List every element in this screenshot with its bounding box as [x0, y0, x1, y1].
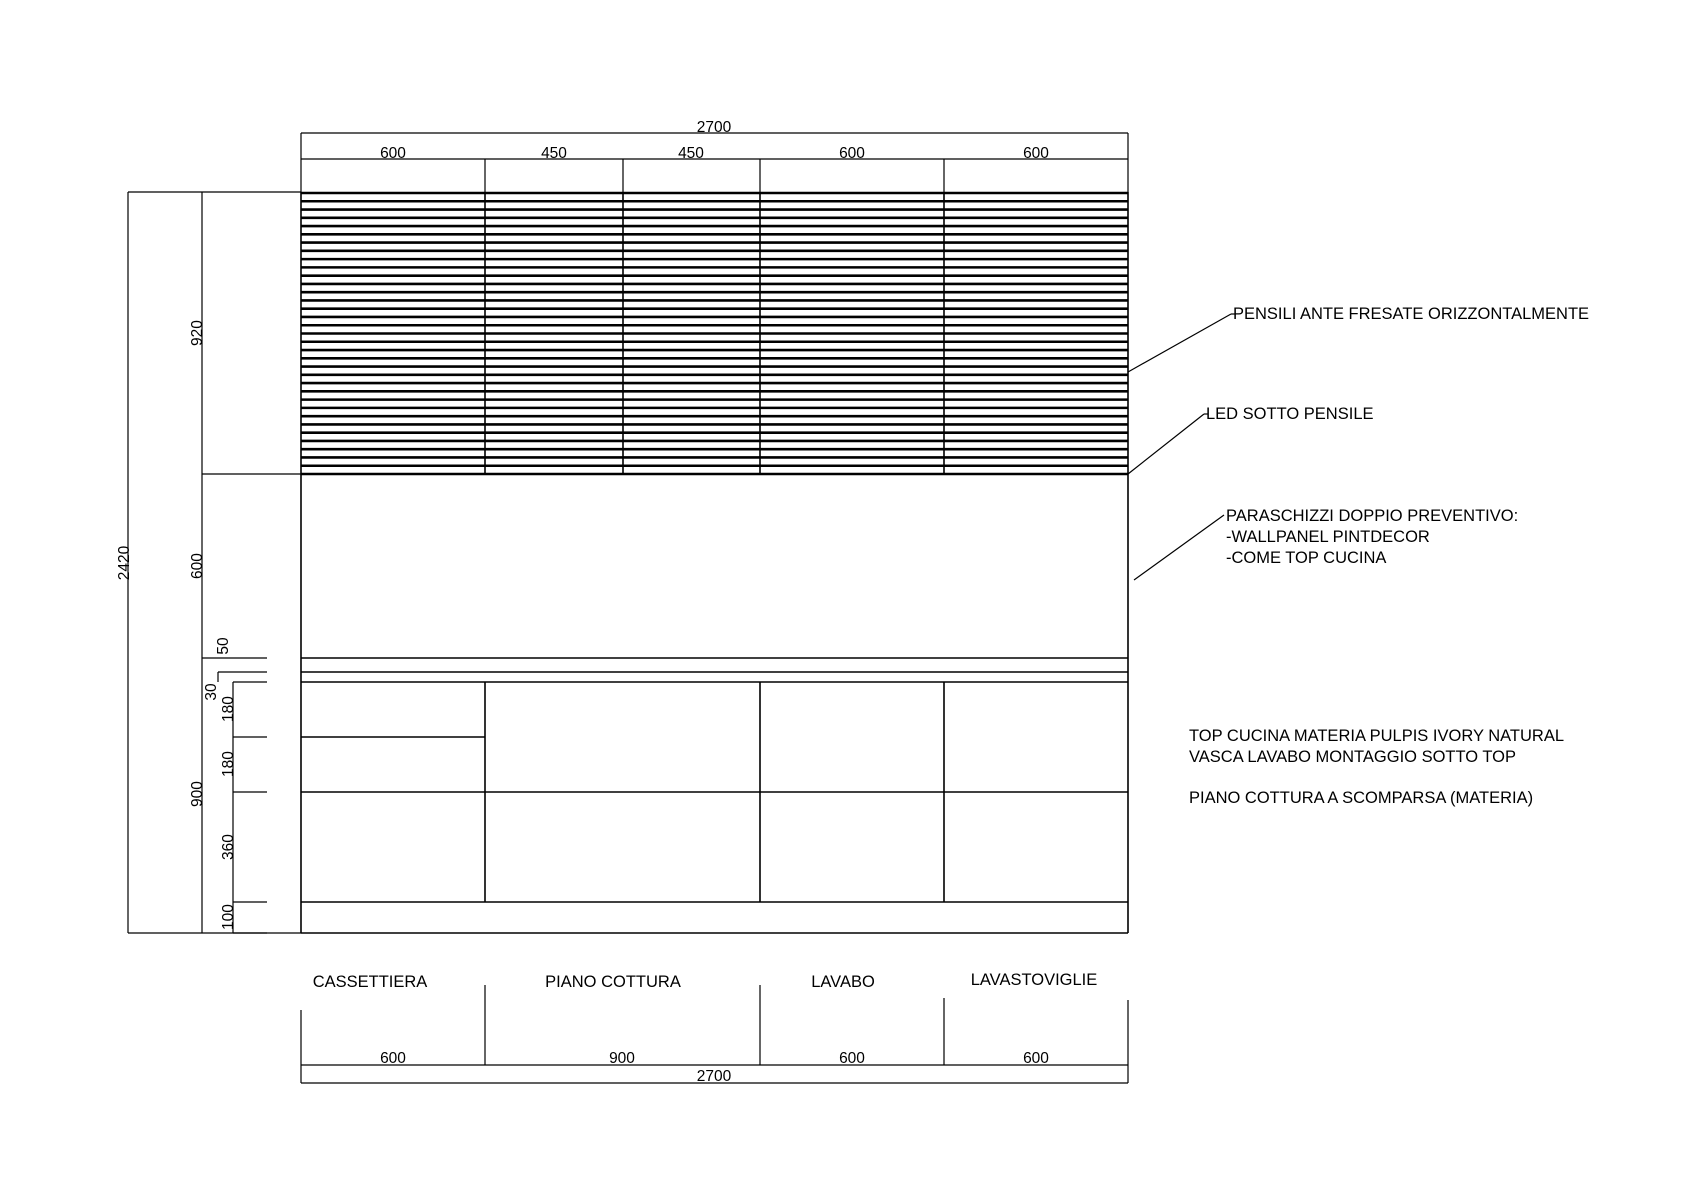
note-line: PIANO COTTURA A SCOMPARSA (MATERIA)	[1189, 789, 1534, 807]
top-module-dimension: 600	[839, 145, 865, 162]
module-label-piano-cottura: PIANO COTTURA	[545, 973, 681, 991]
bottom-module-dimension: 600	[839, 1050, 865, 1067]
splashback-callout-line: -COME TOP CUCINA	[1226, 549, 1387, 567]
top-module-dimension: 600	[1023, 145, 1049, 162]
bottom-module-dimension: 600	[1023, 1050, 1049, 1067]
detail-height-dimension: 180	[220, 696, 237, 722]
note-line: VASCA LAVABO MONTAGGIO SOTTO TOP	[1189, 748, 1517, 766]
worktop	[301, 658, 1128, 682]
upper-cabinets-callout: PENSILI ANTE FRESATE ORIZZONTALMENTE	[1233, 305, 1590, 323]
bottom-total-dimension: 2700	[696, 1068, 732, 1085]
top-module-dimension: 600	[380, 145, 406, 162]
detail-height-dimension: 50	[215, 637, 232, 655]
detail-height-dimension: 180	[220, 751, 237, 777]
bottom-module-dimension: 600	[380, 1050, 406, 1067]
note-line: TOP CUCINA MATERIA PULPIS IVORY NATURAL	[1189, 727, 1565, 745]
upper-cabinet-height-dimension: 920	[189, 320, 206, 346]
top-total-dimension: 2700	[696, 119, 732, 136]
base-height-dimension: 900	[189, 781, 206, 807]
splashback-callout-line: PARASCHIZZI DOPPIO PREVENTIVO:	[1226, 507, 1519, 525]
overall-height-dimension: 2420	[116, 545, 133, 581]
splashback-callout-line: -WALLPANEL PINTDECOR	[1226, 528, 1430, 546]
module-label-lavastoviglie: LAVASTOVIGLIE	[970, 971, 1098, 989]
upper-cabinets	[301, 192, 1128, 474]
detail-height-dimension: 100	[220, 904, 237, 930]
top-module-dimension: 450	[541, 145, 567, 162]
base-cabinets	[301, 682, 1128, 933]
groove-lines	[301, 193, 1128, 474]
top-dimension-lines	[301, 133, 1128, 192]
top-module-dimension: 450	[678, 145, 704, 162]
splashback-height-dimension: 600	[189, 553, 206, 579]
leader-lines	[1128, 314, 1236, 580]
left-dimension-lines	[128, 192, 301, 933]
detail-height-dimension: 360	[220, 834, 237, 860]
bottom-module-dimension: 900	[609, 1050, 635, 1067]
module-label-lavabo: LAVABO	[811, 973, 875, 991]
splashback-panel	[301, 474, 1128, 933]
detail-height-dimension: 30	[203, 683, 220, 701]
led-callout: LED SOTTO PENSILE	[1206, 405, 1374, 423]
module-label-cassettiera: CASSETTIERA	[312, 973, 428, 991]
